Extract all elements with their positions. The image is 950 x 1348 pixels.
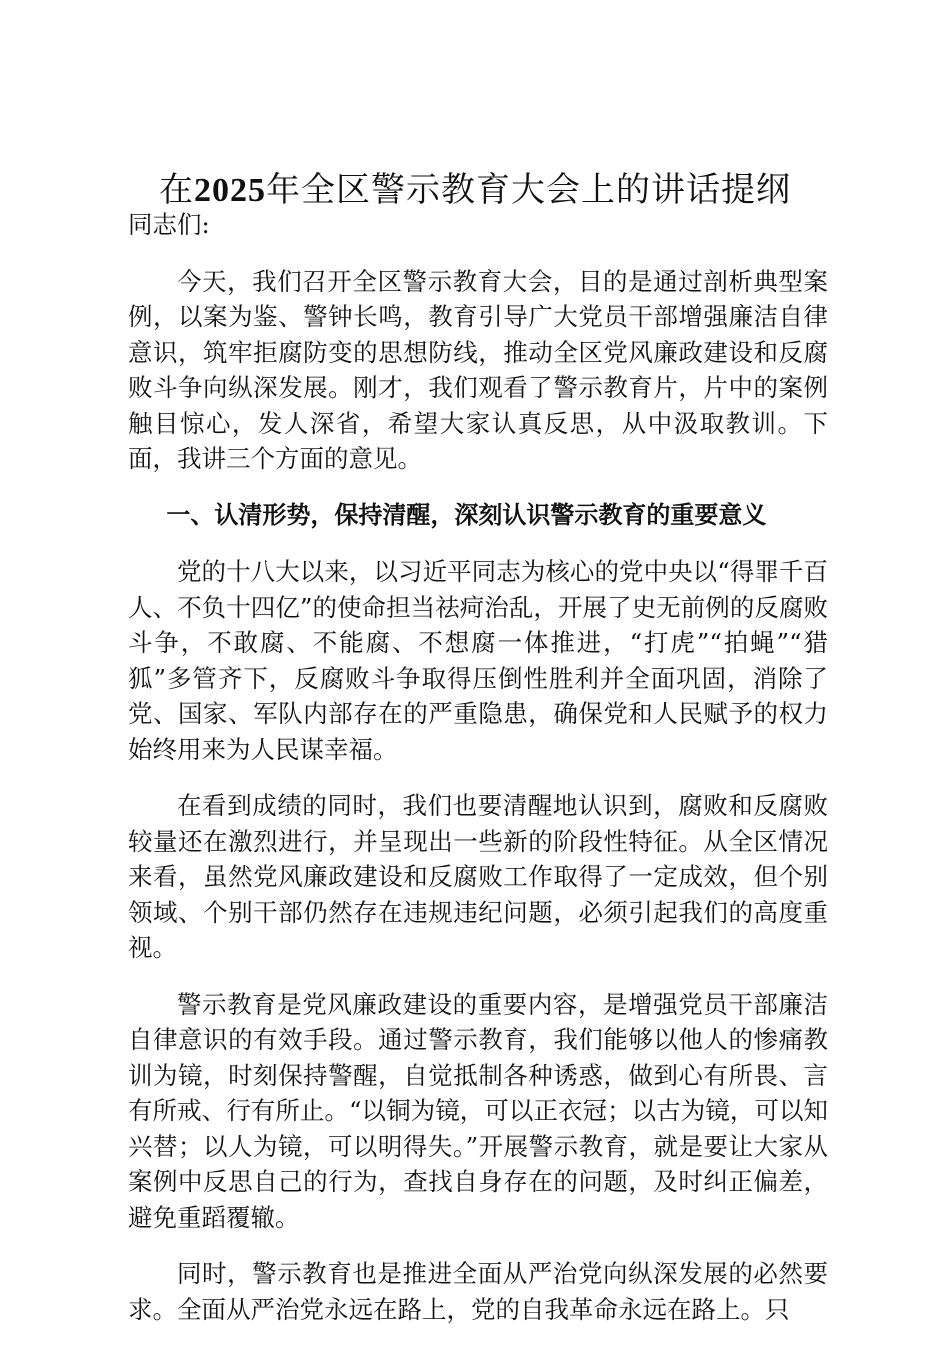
intro-paragraph: 今天，我们召开全区警示教育大会，目的是通过剖析典型案例，以案为鉴、警钟长鸣，教育引导广大党员干部增强廉洁自律意识，筑牢拒腐防变的思想防线，推动全区党风廉政建设和反腐败斗争向纵深发展。刚才，我们观看了警示教育片，片中的案例触目惊心，发人深省，希望大家认真反思，从中汲取教训。下面，我讲三个方面的意见。 [128,266,828,473]
section-paragraph-3: 警示教育是党风廉政建设的重要内容，是增强党员干部廉洁自律意识的有效手段。通过警示教育，我们能够以他人的惨痛教训为镜，时刻保持警醒，自觉抵制各种诱惑，做到心有所畏、言有所戒、行有所止。“以铜为镜，可以正衣冠；以古为镜，可以知兴替；以人为镜，可以明得失。”开展警示教育，就是要让大家从案例中反思自己的行为，查找自身存在的问题，及时纠正偏差，避免重蹈覆辙。 [128,989,828,1232]
document-body [128,207,828,1348]
section-paragraph-2: 在看到成绩的同时，我们也要清醒地认识到，腐败和反腐败较量还在激烈进行，并呈现出一些新的阶段性特征。从全区情况来看，虽然党风廉政建设和反腐败工作取得了一定成效，但个别领域、个别干部仍然存在违规违纪问题，必须引起我们的高度重视。 [128,791,828,962]
section-heading: 一、认清形势，保持清醒，深刻认识警示教育的重要意义 [166,500,767,529]
title-year: 2025 [194,172,266,209]
salutation: 同志们: [128,210,210,239]
section-paragraph-4: 同时，警示教育也是推进全面从严治党向纵深发展的必然要求。全面从严治党永远在路上，党的自我革命永远在路上。只 [128,1259,828,1324]
title-suffix: 年全区警示教育大会上的讲话提纲 [266,170,791,210]
section-paragraph-1: 党的十八大以来，以习近平同志为核心的党中央以“得罪千百人、不负十四亿”的使命担当祛疴治乱，开展了史无前例的反腐败斗争，不敢腐、不能腐、不想腐一体推进，“打虎”“拍蝇”“猎狐”多管齐下，反腐败斗争取得压倒性胜利并全面巩固，消除了党、国家、军队内部存在的严重隐患，确保党和人民赋予的权力始终用来为人民谋幸福。 [128,557,828,764]
title-prefix: 在 [159,170,194,210]
